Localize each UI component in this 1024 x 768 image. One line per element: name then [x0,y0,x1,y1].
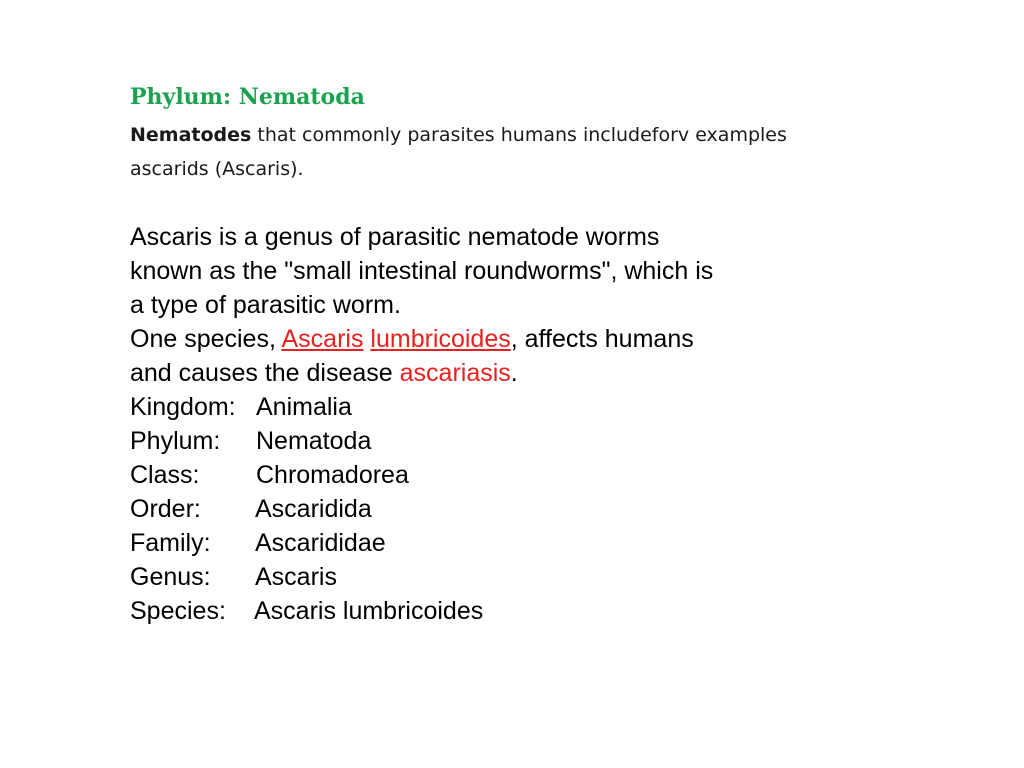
taxonomy-row-species [130,594,830,628]
taxonomy-label: Family: [130,529,211,557]
taxonomy-label: Kingdom: [130,393,236,421]
disease-name: ascariasis [399,359,511,387]
disease-prefix: and causes the disease [130,359,400,387]
taxonomy-row-class [130,458,830,492]
taxonomy-label: Class: [130,461,200,489]
description-line-5 [130,356,830,390]
species-prefix: One species, [130,325,282,353]
species-suffix: , affects humans [510,325,694,353]
disease-suffix: . [510,359,518,387]
taxonomy-list [130,390,830,628]
description-line-4 [130,322,830,356]
taxonomy-value: Ascaris [255,563,337,591]
taxonomy-label: Order: [130,495,201,523]
description-line-3: a type of parasitic worm. [130,291,401,319]
taxonomy-row-phylum [130,424,830,458]
taxonomy-value: Ascarididae [255,529,386,557]
taxonomy-row-genus [130,560,830,594]
taxonomy-value: Nematoda [256,427,372,455]
taxonomy-value: Chromadorea [256,461,409,489]
taxonomy-value: Animalia [256,393,352,421]
intro-text: that commonly parasites humans includeforv examples ascarids (Ascaris). [130,124,787,180]
taxonomy-row-family [130,526,830,560]
taxonomy-value: Ascaris lumbricoides [254,597,484,625]
ascaris-link[interactable]: Ascaris [281,325,364,353]
taxonomy-label: Species: [130,597,226,625]
page-title: Phylum: Nematoda [130,84,365,110]
description-block [130,220,830,628]
taxonomy-label: Phylum: [130,427,221,455]
description-line-2: known as the "small intestinal roundworms", which is [130,257,714,285]
intro-paragraph [130,118,830,186]
taxonomy-row-kingdom [130,390,830,424]
taxonomy-value: Ascaridida [255,495,372,523]
lumbricoides-link[interactable]: lumbricoides [370,325,511,353]
description-line-1: Ascaris is a genus of parasitic nematode worms [130,223,660,251]
intro-bold-term: Nematodes [130,124,252,146]
taxonomy-label: Genus: [130,563,211,591]
taxonomy-row-order [130,492,830,526]
